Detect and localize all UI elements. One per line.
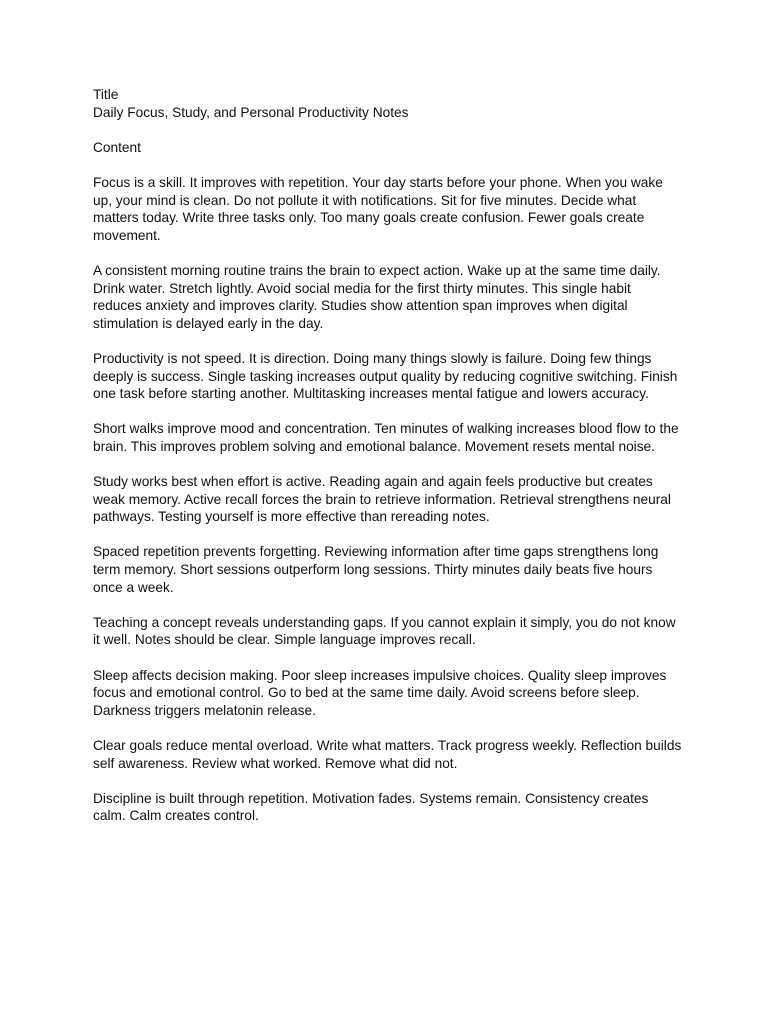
paragraph-5: Study works best when effort is active. Reading again and again feels productive but creates weak memory. Active recall forces the brain to retrieve information. Retrieval strengthens neural pathways. Testing yourself is more effective than rereading notes.	[93, 474, 671, 525]
paragraph-6: Spaced repetition prevents forgetting. Reviewing information after time gaps strengthens long term memory. Short sessions outperform long sessions. Thirty minutes daily beats five hours once a week.	[93, 544, 659, 595]
document-title: Daily Focus, Study, and Personal Productivity Notes	[93, 104, 409, 120]
paragraph-8: Sleep affects decision making. Poor sleep increases impulsive choices. Quality sleep improves focus and emotional control. Go to bed at the same time daily. Avoid screens before sleep. Darkness triggers melatonin release.	[93, 667, 667, 718]
paragraph-2: A consistent morning routine trains the brain to expect action. Wake up at the same time daily. Drink water. Stretch lightly. Avoid social media for the first thirty minutes. This single habit reduces anxiety and improves clarity. Studies show attention span improves when digital stimulation is delayed early in the day.	[93, 262, 661, 331]
paragraph-4: Short walks improve mood and concentration. Ten minutes of walking increases blood flow to the brain. This improves problem solving and emotional balance. Movement resets mental noise.	[93, 421, 679, 454]
document-page	[93, 86, 683, 843]
title-label: Title	[93, 87, 119, 102]
content-label: Content	[93, 139, 141, 155]
paragraph-9: Clear goals reduce mental overload. Write what matters. Track progress weekly. Reflection builds self awareness. Review what worked. Remove what did not.	[93, 737, 682, 771]
spacer	[93, 156, 683, 174]
paragraph-3: Productivity is not speed. It is direction. Doing many things slowly is failure. Doing few things deeply is success. Single tasking increases output quality by reducing cognitive switching. Finish one task before starting another. Multitasking increases mental fatigue and lowers accuracy.	[93, 350, 678, 402]
paragraph-1: Focus is a skill. It improves with repetition. Your day starts before your phone. When you wake up, your mind is clean. Do not pollute it with notifications. Sit for five minutes. Decide what matters today. Write three tasks only. Too many goals create confusion. Fewer goals create movement.	[93, 174, 663, 243]
spacer	[93, 121, 683, 139]
paragraph-7: Teaching a concept reveals understanding gaps. If you cannot explain it simply, you do not know it well. Notes should be clear. Simple language improves recall.	[93, 614, 676, 648]
paragraph-10: Discipline is built through repetition. Motivation fades. Systems remain. Consistency creates calm. Calm creates control.	[93, 790, 649, 824]
